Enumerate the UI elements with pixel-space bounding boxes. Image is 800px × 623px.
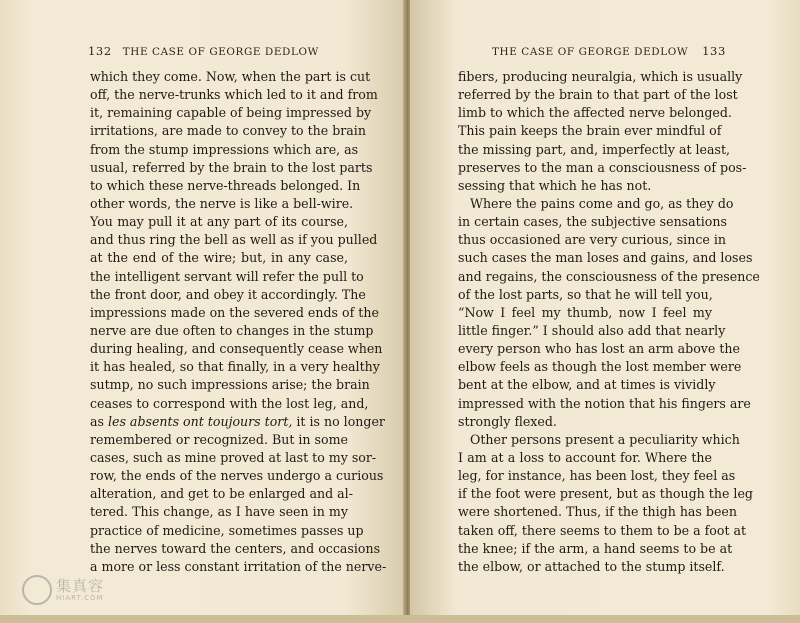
text-line: limb to which the affected nerve belonged. [458, 105, 732, 121]
text-line: preserves to the man a consciousness of pos- [458, 159, 747, 175]
text-line: bent at the elbow, and at times is vividly [458, 377, 716, 393]
text-line: of the lost parts, so that he will tell you, [458, 286, 713, 302]
text-line: sessing that which he has not. [458, 177, 652, 193]
watermark [22, 573, 132, 607]
text-line: to which these nerve-threads belonged. In [90, 177, 361, 193]
text-line: the nerves toward the centers, and occasions [90, 540, 381, 556]
text-line: such cases the man loses and gains, and loses [458, 250, 753, 266]
text-line: little finger.” I should also add that nearly [458, 322, 726, 338]
text-line: remembered or recognized. But in some [90, 431, 348, 447]
text-line: during healing, and consequently cease when [90, 341, 383, 357]
text-line: and regains, the consciousness of the presence [458, 268, 760, 284]
text-line: tered. This change, as I have seen in my [90, 504, 348, 520]
text-line: the front door, and obey it accordingly. The [90, 286, 366, 302]
text-line: and thus ring the bell as well as if you pulled [90, 232, 378, 248]
right-page [410, 0, 800, 623]
right-running-head: THE CASE OF GEORGE DEDLOW [492, 46, 689, 58]
text-line: the knee; if the arm, a hand seems to be at [458, 540, 733, 556]
text-line: Where the pains come and go, as they do [470, 195, 734, 211]
text-line: if the foot were present, but as though the leg [458, 486, 753, 502]
text-line: a more or less constant irritation of the nerve- [90, 558, 387, 574]
text-line: leg, for instance, has been lost, they feel as [458, 468, 736, 484]
text-line: I am at a loss to account for. Where the [458, 449, 712, 465]
text-line: every person who has lost an arm above the [458, 341, 740, 357]
text-line: it, remaining capable of being impressed by [90, 105, 372, 121]
left-page-number: 132 [88, 44, 112, 58]
text-line: at the end of the wire; but, in any case, [90, 250, 348, 266]
text-line-with-italic [90, 413, 385, 431]
italic-french-phrase: les absents ont toujours tort, [107, 413, 293, 429]
text-line: nerve are due often to changes in the stump [90, 322, 374, 338]
text-line: cases, such as mine proved at last to my sor- [90, 449, 377, 465]
text-line: the intelligent servant will refer the pull to [90, 268, 364, 284]
left-page-header [88, 44, 319, 58]
text-line: practice of medicine, sometimes passes up [90, 522, 364, 538]
text-line: off, the nerve-trunks which led to it and from [90, 87, 378, 103]
text-line: impressed with the notion that his fingers are [458, 395, 751, 411]
right-page-number: 133 [702, 44, 726, 58]
left-running-head: THE CASE OF GEORGE DEDLOW [122, 46, 319, 58]
text-line: irritations, are made to convey to the brain [90, 123, 366, 139]
text-line: Other persons present a peculiarity which [470, 431, 740, 447]
right-page-text [458, 68, 760, 576]
text-line: other words, the nerve is like a bell-wire. [90, 195, 354, 211]
text-line: You may pull it at any part of its course, [90, 214, 348, 230]
text-line: alteration, and get to be enlarged and al- [90, 486, 353, 502]
text-line: thus occasioned are very curious, since in [458, 232, 726, 248]
text-line: This pain keeps the brain ever mindful of [458, 123, 722, 139]
text-line: usual, referred by the brain to the lost parts [90, 159, 373, 175]
text-line: in certain cases, the subjective sensations [458, 214, 727, 230]
text-line: strongly flexed. [458, 413, 557, 429]
text-line: row, the ends of the nerves undergo a curious [90, 468, 384, 484]
left-page-text [90, 68, 387, 576]
text-line: which they come. Now, when the part is cut [90, 69, 371, 84]
text-line: were shortened. Thus, if the thigh has been [458, 504, 737, 520]
line-tail: it is no longer [292, 413, 385, 429]
page-edge-bottom [0, 615, 800, 623]
text-line: ceases to correspond with the lost leg, and, [90, 395, 369, 411]
text-line: from the stump impressions which are, as [90, 141, 359, 157]
text-line: “Now I feel my thumb, now I feel my [458, 304, 712, 320]
text-line: impressions made on the severed ends of the [90, 304, 379, 320]
watermark-logo-icon [22, 575, 52, 605]
text-line: it has healed, so that finally, in a very healthy [90, 359, 380, 375]
text-line: sutmp, no such impressions arise; the brain [90, 377, 370, 393]
text-line: the elbow, or attached to the stump itself. [458, 558, 725, 574]
text-line: elbow feels as though the lost member were [458, 359, 742, 375]
watermark-cn: 集真容 [56, 577, 105, 595]
text-line: taken off, there seems to them to be a foot at [458, 522, 747, 538]
line-start: as [90, 413, 108, 429]
text-line: fibers, producing neuralgia, which is usually [458, 69, 743, 84]
right-page-header [492, 44, 726, 58]
text-line: referred by the brain to that part of the lost [458, 87, 738, 103]
watermark-en: HIART.COM [56, 594, 104, 602]
text-line: the missing part, and, imperfectly at least, [458, 141, 731, 157]
